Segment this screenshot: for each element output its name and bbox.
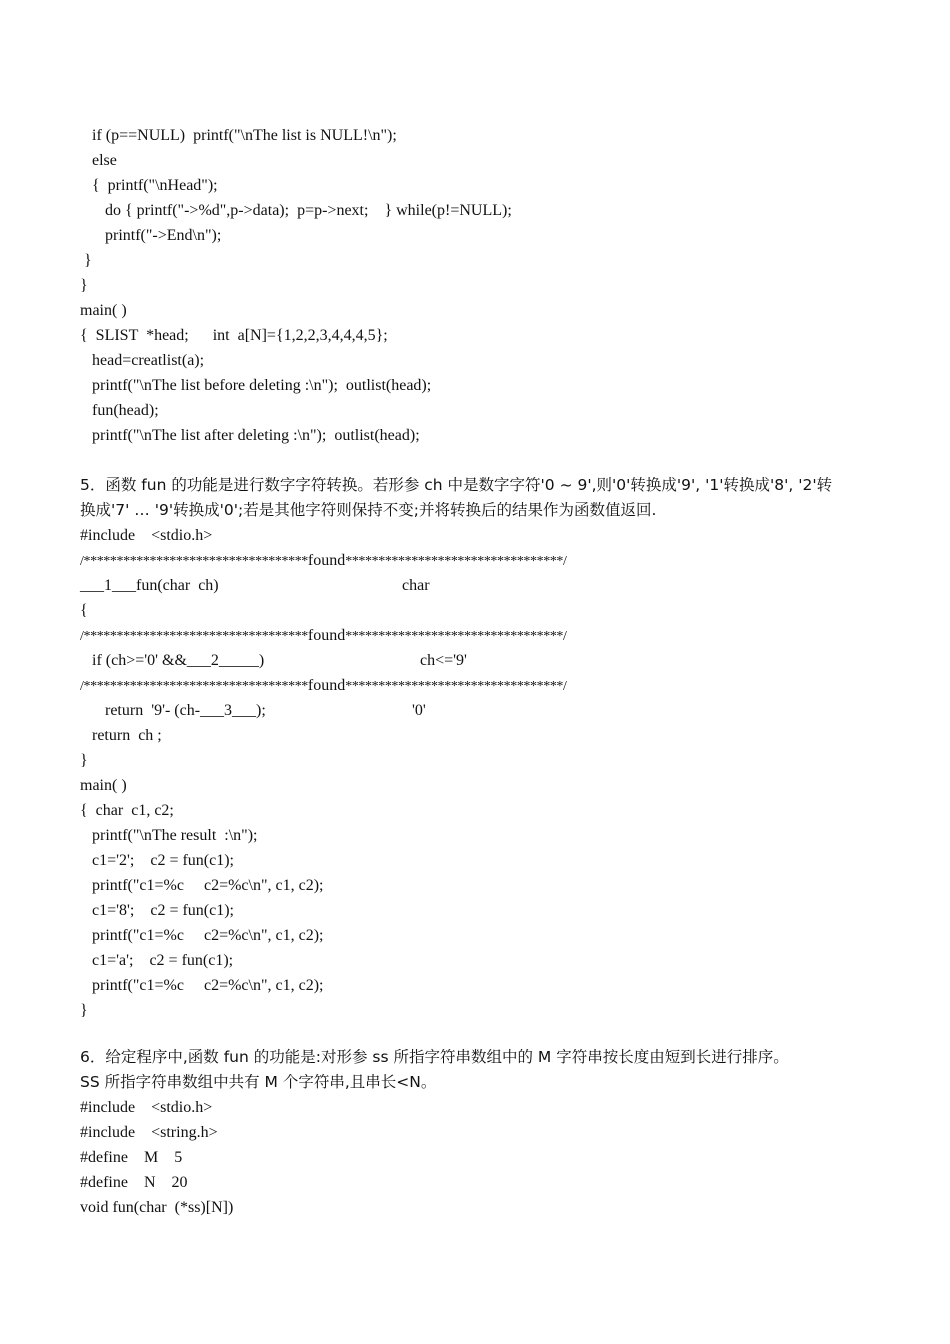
list-code-line: do { printf("->%d",p->data); p=p->next; } while(p!=NULL); xyxy=(105,202,512,219)
list-code-line: printf("\nThe list after deleting :\n"); outlist(head); xyxy=(92,427,420,444)
list-code-line: } xyxy=(80,252,92,269)
q6-description-line-1: 6．给定程序中,函数 fun 的功能是:对形参 ss 所指字符串数组中的 M 字符串按长度由短到长进行排序。 xyxy=(80,1048,789,1066)
q6-code xyxy=(80,1095,870,1220)
q5-main-code-line: printf("\nThe result :\n"); xyxy=(92,827,258,844)
q5-main: main( ) xyxy=(80,777,127,794)
question-6 xyxy=(80,1045,870,1220)
q6-code-line: #include <stdio.h> xyxy=(80,1099,213,1116)
q5-main-code-line: printf("c1=%c c2=%c\n", c1, c2); xyxy=(92,977,324,994)
q5-main-code-line: c1='8'; c2 = fun(c1); xyxy=(92,902,234,919)
code-block-list-output xyxy=(80,123,870,448)
question-5 xyxy=(80,473,870,1023)
q5-description-line-1: 5．函数 fun 的功能是进行数字字符转换。若形参 ch 中是数字字符'0 ~ 9',则'0'转换成'9', '1'转换成'8', '2'转 xyxy=(80,476,833,494)
list-code-line: else xyxy=(92,152,117,169)
q5-blank-3-line: return '9'- (ch-___3___); '0' xyxy=(80,698,870,723)
list-code-line: fun(head); xyxy=(92,402,159,419)
q5-include: #include <stdio.h> xyxy=(80,527,213,544)
found-marker: /**********************************found*********************************/ xyxy=(80,677,567,694)
q5-description-line-2: 换成'7' … '9'转换成'0';若是其他字符则保持不变;并将转换后的结果作为函数值返回. xyxy=(80,501,657,519)
q5-answer-2: ch<='9' xyxy=(420,652,467,669)
q5-answer-1: char xyxy=(402,577,430,594)
q6-description-line-2: SS 所指字符串数组中共有 M 个字符串,且串长<N。 xyxy=(80,1073,437,1091)
q5-main-code-line: c1='a'; c2 = fun(c1); xyxy=(92,952,234,969)
q6-code-line: #define M 5 xyxy=(80,1149,183,1166)
list-code-line: printf("->End\n"); xyxy=(105,227,222,244)
list-code-line: if (p==NULL) printf("\nThe list is NULL!\n"); xyxy=(92,127,397,144)
q6-code-line: #include <string.h> xyxy=(80,1124,218,1141)
list-code-line: { SLIST *head; int a[N]={1,2,2,3,4,4,4,5}; xyxy=(80,327,388,344)
q6-code-line: void fun(char (*ss)[N]) xyxy=(80,1199,234,1216)
q5-close-brace: } xyxy=(80,752,88,769)
list-code-line: printf("\nThe list before deleting :\n"); outlist(head); xyxy=(92,377,432,394)
q5-open-brace: { xyxy=(80,602,88,619)
q5-blank-2-line: if (ch>='0' &&___2_____) ch<='9' xyxy=(80,648,870,673)
q5-main-body xyxy=(80,798,870,1023)
q5-main-code-line: printf("c1=%c c2=%c\n", c1, c2); xyxy=(92,877,324,894)
q5-answer-3: '0' xyxy=(412,702,426,719)
q6-code-line: #define N 20 xyxy=(80,1174,188,1191)
q5-main-code-line: printf("c1=%c c2=%c\n", c1, c2); xyxy=(92,927,324,944)
q5-main-code-line: { char c1, c2; xyxy=(80,802,174,819)
found-marker: /**********************************found*********************************/ xyxy=(80,552,567,569)
q5-blank-1-line: ___1___fun(char ch) char xyxy=(80,573,870,598)
list-code-line: main( ) xyxy=(80,302,127,319)
list-code-line: } xyxy=(80,277,88,294)
q5-main-code-line: } xyxy=(80,1002,88,1019)
found-marker: /**********************************found*********************************/ xyxy=(80,627,567,644)
list-code-line: head=creatlist(a); xyxy=(92,352,205,369)
list-code-line: { printf("\nHead"); xyxy=(92,177,218,194)
q5-return-line: return ch ; xyxy=(92,727,162,744)
q5-main-code-line: c1='2'; c2 = fun(c1); xyxy=(92,852,234,869)
